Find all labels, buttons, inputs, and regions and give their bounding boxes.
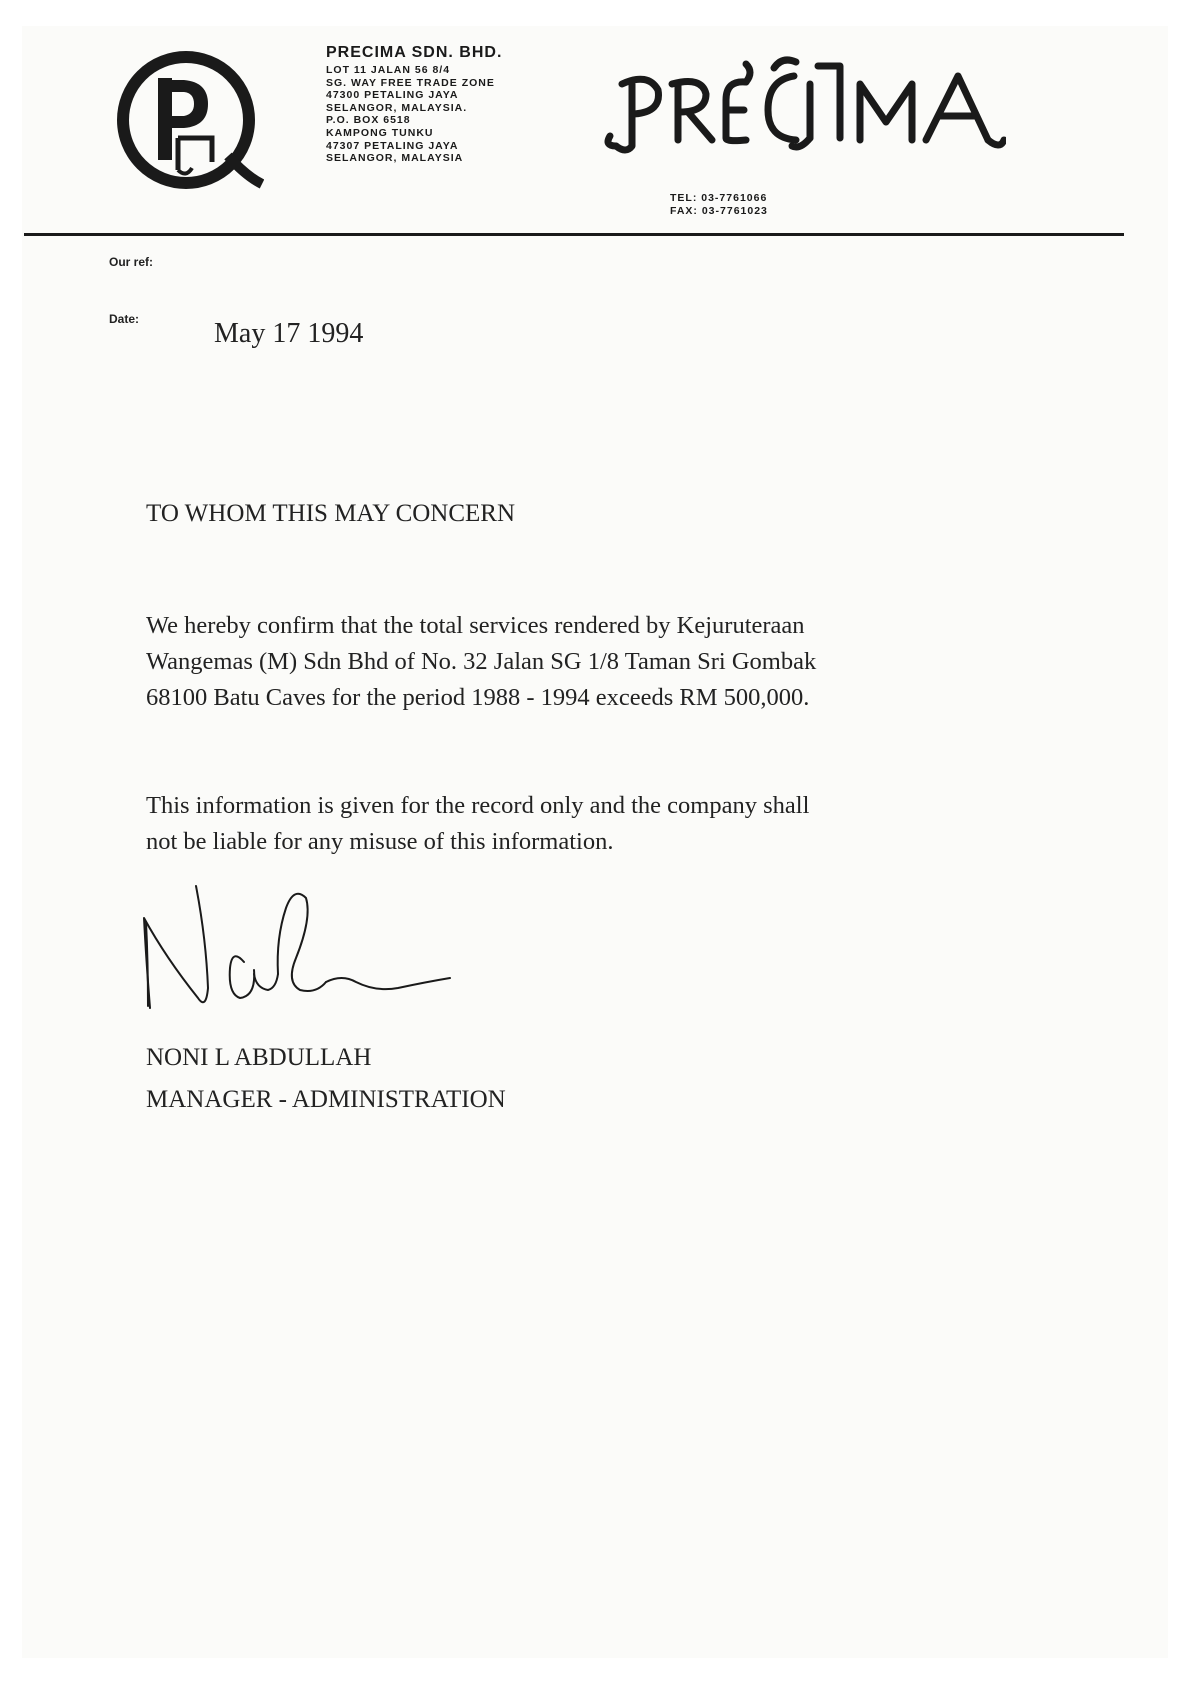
telephone-number: TEL: 03-7761066	[670, 192, 768, 204]
letterhead-divider	[24, 233, 1124, 236]
address-line: P.O. BOX 6518	[326, 114, 411, 127]
company-address-block	[326, 44, 586, 165]
paragraph-line: We hereby confirm that the total services rendered by Kejuruteraan	[146, 612, 805, 639]
paragraph-line: This information is given for the record only and the company shall	[146, 792, 810, 819]
signatory-name: NONI L ABDULLAH	[146, 1044, 372, 1071]
salutation: TO WHOM THIS MAY CONCERN	[146, 500, 516, 527]
paragraph-line: not be liable for any misuse of this information.	[146, 828, 614, 855]
our-ref-label: Our ref:	[109, 255, 154, 269]
address-line: 47300 PETALING JAYA	[326, 89, 459, 102]
handwritten-signature	[136, 878, 476, 1026]
address-line: SG. WAY FREE TRADE ZONE	[326, 76, 495, 89]
date-label: Date:	[109, 312, 140, 326]
address-line: SELANGOR, MALAYSIA	[326, 152, 464, 165]
signatory-title: MANAGER - ADMINISTRATION	[146, 1086, 506, 1113]
address-line: KAMPONG TUNKU	[326, 126, 434, 139]
company-name: PRECIMA SDN. BHD.	[326, 44, 503, 61]
fax-number: FAX: 03-7761023	[670, 204, 768, 217]
body-paragraph-1	[146, 608, 966, 716]
address-line: SELANGOR, MALAYSIA.	[326, 101, 468, 114]
body-paragraph-2	[146, 788, 966, 860]
precima-wordmark-logo	[596, 50, 1006, 162]
letter-date: May 17 1994	[214, 318, 364, 349]
address-line: LOT 11 JALAN 56 8/4	[326, 64, 451, 76]
contact-numbers	[670, 192, 768, 217]
precima-pm-logo-icon	[112, 44, 264, 196]
address-line: 47307 PETALING JAYA	[326, 139, 459, 152]
paragraph-line: Wangemas (M) Sdn Bhd of No. 32 Jalan SG 1/8 Taman Sri Gombak	[146, 648, 817, 675]
paragraph-line: 68100 Batu Caves for the period 1988 - 1994 exceeds RM 500,000.	[146, 684, 810, 711]
